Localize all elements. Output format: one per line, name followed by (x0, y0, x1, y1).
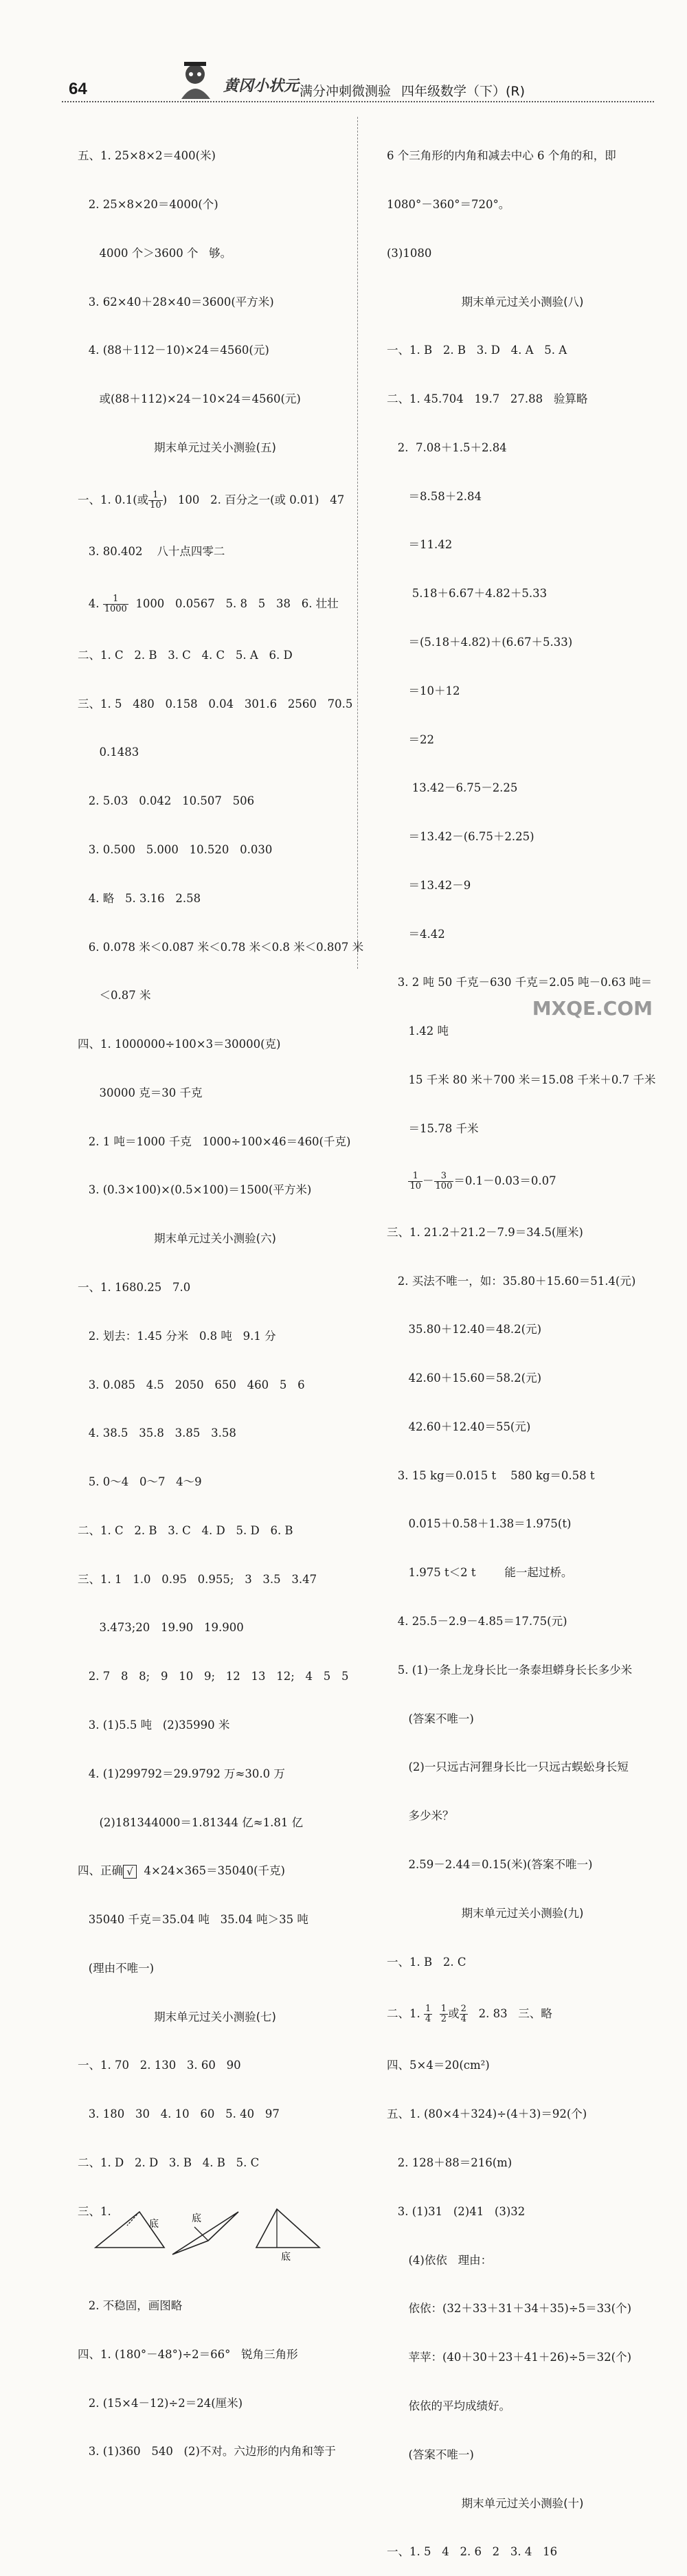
answer-line: (2)一只远古河狸身长比一只远古蜈蚣身长短 (387, 1760, 629, 1774)
base-label: 底 (281, 2251, 291, 2263)
answer-line: 二、1. C 2. B 3. C 4. C 5. A 6. D (78, 648, 293, 662)
answer-line: 3.473;20 19.90 19.900 (78, 1621, 244, 1635)
checkmark-box: √ (123, 1865, 137, 1879)
answer-line: 1.975 t＜2 t 能一起过桥。 (387, 1566, 573, 1580)
answer-line: (3)1080 (387, 246, 432, 260)
answer-line: 二、1. C 2. B 3. C 4. D 5. D 6. B (78, 1523, 293, 1537)
answer-line: 2. 7.08＋1.5＋2.84 (387, 440, 507, 454)
answer-line: 0.015＋0.58＋1.38＝1.975(t) (387, 1517, 572, 1531)
answer-line: 3. (1)360 540 (2)不对。六边形的内角和等于 (78, 2445, 336, 2459)
answer-line: 四、5×4＝20(cm²) (387, 2059, 490, 2072)
answer-line: 3. (1)31 (2)41 (3)32 (387, 2204, 526, 2218)
answer-line: ＝8.58＋2.84 (387, 489, 482, 503)
answer-line: (答案不唯一) (387, 2448, 474, 2461)
fraction: $\frac{1}{1000}$ (104, 593, 127, 614)
answer-line: 2. 5.03 0.042 10.507 506 (78, 794, 255, 808)
answer-line: (答案不唯一) (387, 1712, 474, 1725)
answer-line: 4. (88＋112－10)×24＝4560(元) (78, 344, 269, 357)
answer-line: 2.59－2.44＝0.15(米)(答案不唯一) (387, 1857, 593, 1871)
section-title: 期末单元过关小测验(十) (461, 2496, 584, 2510)
base-label: 底 (192, 2213, 201, 2224)
answer-line: 1.42 吨 (387, 1024, 449, 1038)
fraction: $\frac{1}{2}$ (440, 2004, 447, 2025)
section-title: 期末单元过关小测验(九) (461, 1906, 584, 1920)
answer-line: 三、1. 21.2＋21.2－7.9＝34.5(厘米) (387, 1225, 583, 1239)
answer-line: 五、1. (80×4＋324)÷(4＋3)＝92(个) (387, 2107, 587, 2121)
answer-line: 一、1. 5 4 2. 6 2 3. 4 16 (387, 2545, 558, 2559)
answer-line: 3. (0.3×100)×(0.5×100)＝1500(平方米) (78, 1183, 312, 1197)
watermark-text: MXQE.COM (532, 997, 653, 1020)
answer-line: ＝(5.18＋4.82)＋(6.67＋5.33) (387, 636, 573, 649)
triangles-diagram (91, 2206, 359, 2261)
mascot-logo-icon (172, 54, 220, 100)
base-label: 底 (149, 2218, 159, 2230)
answer-line: 2. 不稳固，画图略 (78, 2299, 183, 2312)
answer-line: 四、1. (180°－48°)÷2＝66° 锐角三角形 (78, 2347, 298, 2361)
page-header (62, 54, 653, 102)
answer-line: 0.1483 (78, 746, 139, 759)
answer-line: 15 千米 80 米＋700 米＝15.08 千米＋0.7 千米 (387, 1073, 656, 1087)
right-column (387, 115, 658, 2576)
answer-line: 一、1. 0.1(或 $\frac{1}{10}$ ) 100 2. 百分之一(或 0.01) 47 (78, 489, 345, 511)
answer-line: 42.60＋12.40＝55(元) (387, 1420, 531, 1433)
answer-line: $\frac{1}{10}$ － $\frac{3}{100}$ ＝0.1－0.03＝0.07 (409, 1170, 556, 1191)
answer-line: 3. 180 30 4. 10 60 5. 40 97 (78, 2107, 280, 2121)
answer-line: 2. 7 8 8; 9 10 9; 12 13 12; 4 5 5 (78, 1670, 349, 1683)
answer-line: 一、1. 70 2. 130 3. 60 90 (78, 2059, 241, 2072)
left-column (78, 115, 364, 2476)
answer-line: 3. 15 kg＝0.015 t 580 kg＝0.58 t (387, 1468, 595, 1482)
section-title: 期末单元过关小测验(七) (154, 2010, 276, 2024)
answer-line: ＝13.42－(6.75＋2.25) (387, 830, 534, 844)
answer-line: 3. 80.402 八十点四零二 (78, 544, 225, 558)
section-title: 期末单元过关小测验(八) (461, 295, 584, 309)
answer-line: 二、1. 45.704 19.7 27.88 验算略 (387, 392, 588, 406)
answer-line: 二、1. D 2. D 3. B 4. B 5. C (78, 2156, 260, 2170)
answer-line: ＝22 (387, 732, 434, 746)
fraction: $\frac{2}{4}$ (460, 2004, 466, 2025)
answer-line: 2. 128＋88＝216(m) (387, 2156, 513, 2170)
answer-line: 4. 38.5 35.8 3.85 3.58 (78, 1426, 236, 1440)
grade-label: 四年级数学（下）(R) (401, 84, 526, 99)
answer-line: 四、正确 √ 4×24×365＝35040(千克) (78, 1864, 285, 1878)
fraction: $\frac{3}{100}$ (435, 1170, 453, 1191)
answer-line: (4)依依 理由： (387, 2253, 493, 2267)
answer-line: 42.60＋15.60＝58.2(元) (387, 1371, 542, 1385)
page-number: 64 (69, 80, 87, 98)
answer-line: 1080°－360°＝720°。 (387, 197, 510, 211)
answer-line: 依依：(32＋33＋31＋34＋35)÷5＝33(个) (387, 2302, 632, 2316)
answer-line: 30000 克＝30 千克 (78, 1086, 203, 1099)
answer-line: 4. (1)299792＝29.9792 万≈30.0 万 (78, 1767, 285, 1780)
answer-line: 2. (15×4－12)÷2＝24(厘米) (78, 2396, 243, 2410)
book-title: 满分冲刺微测验 (300, 84, 392, 99)
answer-line: 13.42－6.75－2.25 (387, 781, 518, 795)
answer-line: 4. $\frac{1}{1000}$ 1000 0.0567 5. 8 5 38 6. 壮壮 (78, 593, 339, 614)
answer-line: 2. 划去：1.45 分米 0.8 吨 9.1 分 (78, 1329, 276, 1343)
answer-line: 一、1. B 2. C (387, 1955, 466, 1969)
triangle-figures (78, 2204, 352, 2265)
answer-line: 3. 0.500 5.000 10.520 0.030 (78, 842, 273, 856)
answer-line: 4000 个＞3600 个 够。 (78, 246, 232, 260)
answer-line: 5. 0～4 0～7 4～9 (78, 1475, 202, 1489)
answer-line: 2. 买法不唯一，如：35.80＋15.60＝51.4(元) (387, 1274, 636, 1288)
answer-line: ＝13.42－9 (387, 878, 471, 892)
answer-line: 三、1. 5 480 0.158 0.04 301.6 2560 70.5 (78, 697, 353, 710)
answer-line: 一、1. 1680.25 7.0 (78, 1280, 191, 1294)
answer-line: 3. (1)5.5 吨 (2)35990 米 (78, 1718, 230, 1732)
answer-line: 多少米？ (387, 1809, 454, 1823)
answer-line: 苹苹：(40＋30＋23＋41＋26)÷5＝32(个) (387, 2351, 632, 2364)
answer-line: 6 个三角形的内角和减去中心 6 个角的和，即 (387, 149, 616, 163)
section-title: 期末单元过关小测验(五) (154, 440, 276, 454)
fraction: $\frac{1}{10}$ (409, 1170, 422, 1191)
answer-line: 一、1. B 2. B 3. D 4. A 5. A (387, 344, 567, 357)
answer-line: ＝4.42 (387, 927, 445, 941)
answer-line: 3. 2 吨 50 千克－630 千克＝2.05 吨－0.63 吨＝ (387, 976, 653, 989)
answer-line: 3. 0.085 4.5 2050 650 460 5 6 (78, 1378, 305, 1391)
answer-line: 五、1. 25×8×2＝400(米) (78, 149, 216, 163)
fraction: $\frac{1}{4}$ (425, 2004, 431, 2025)
answer-line: 三、1. 1 1.0 0.95 0.955; 3 3.5 3.47 (78, 1572, 317, 1586)
answer-line: 或(88＋112)×24－10×24＝4560(元) (78, 392, 301, 406)
column-divider (357, 117, 358, 969)
answer-line: ＜0.87 米 (78, 989, 151, 1003)
answer-line: 2. 25×8×20＝4000(个) (78, 197, 218, 211)
answer-line: 三、1. (78, 2204, 111, 2218)
answer-line: 4. 略 5. 3.16 2.58 (78, 891, 201, 905)
section-title: 期末单元过关小测验(六) (154, 1232, 276, 1246)
answer-line: 35.80＋12.40＝48.2(元) (387, 1323, 542, 1336)
answer-line: 5.18＋6.67＋4.82＋5.33 (387, 587, 548, 601)
fraction: $\frac{1}{10}$ (150, 489, 161, 511)
brand-logo-text: 黄冈小状元 (223, 78, 300, 95)
header-rule (62, 101, 654, 102)
answer-line: 二、1. $\frac{1}{4}$ $\frac{1}{2}$ 或 $\frac{2}{4}$ 2. 83 三、略 (387, 2004, 552, 2025)
answer-line: ＝10＋12 (387, 684, 460, 697)
answer-line: (2)181344000＝1.81344 亿≈1.81 亿 (78, 1815, 304, 1829)
answer-line: 4. 25.5－2.9－4.85＝17.75(元) (387, 1615, 567, 1628)
answer-line: 依依的平均成绩好。 (387, 2399, 510, 2412)
answer-line: ＝15.78 千米 (387, 1121, 479, 1135)
answer-line: 35040 千克＝35.04 吨 35.04 吨＞35 吨 (78, 1913, 308, 1927)
answer-line: ＝11.42 (387, 538, 453, 552)
answer-line: 3. 62×40＋28×40＝3600(平方米) (78, 295, 274, 309)
answer-line: (理由不唯一) (78, 1961, 155, 1975)
answer-line: 四、1. 1000000÷100×3＝30000(克) (78, 1038, 281, 1051)
answer-line: 5. (1)一条上龙身长比一条泰坦蟒身长长多少米 (387, 1663, 633, 1677)
answer-line: 2. 1 吨＝1000 千克 1000÷100×46＝460(千克) (78, 1134, 351, 1148)
answer-line: 6. 0.078 米＜0.087 米＜0.78 米＜0.8 米＜0.807 米 (78, 940, 364, 954)
